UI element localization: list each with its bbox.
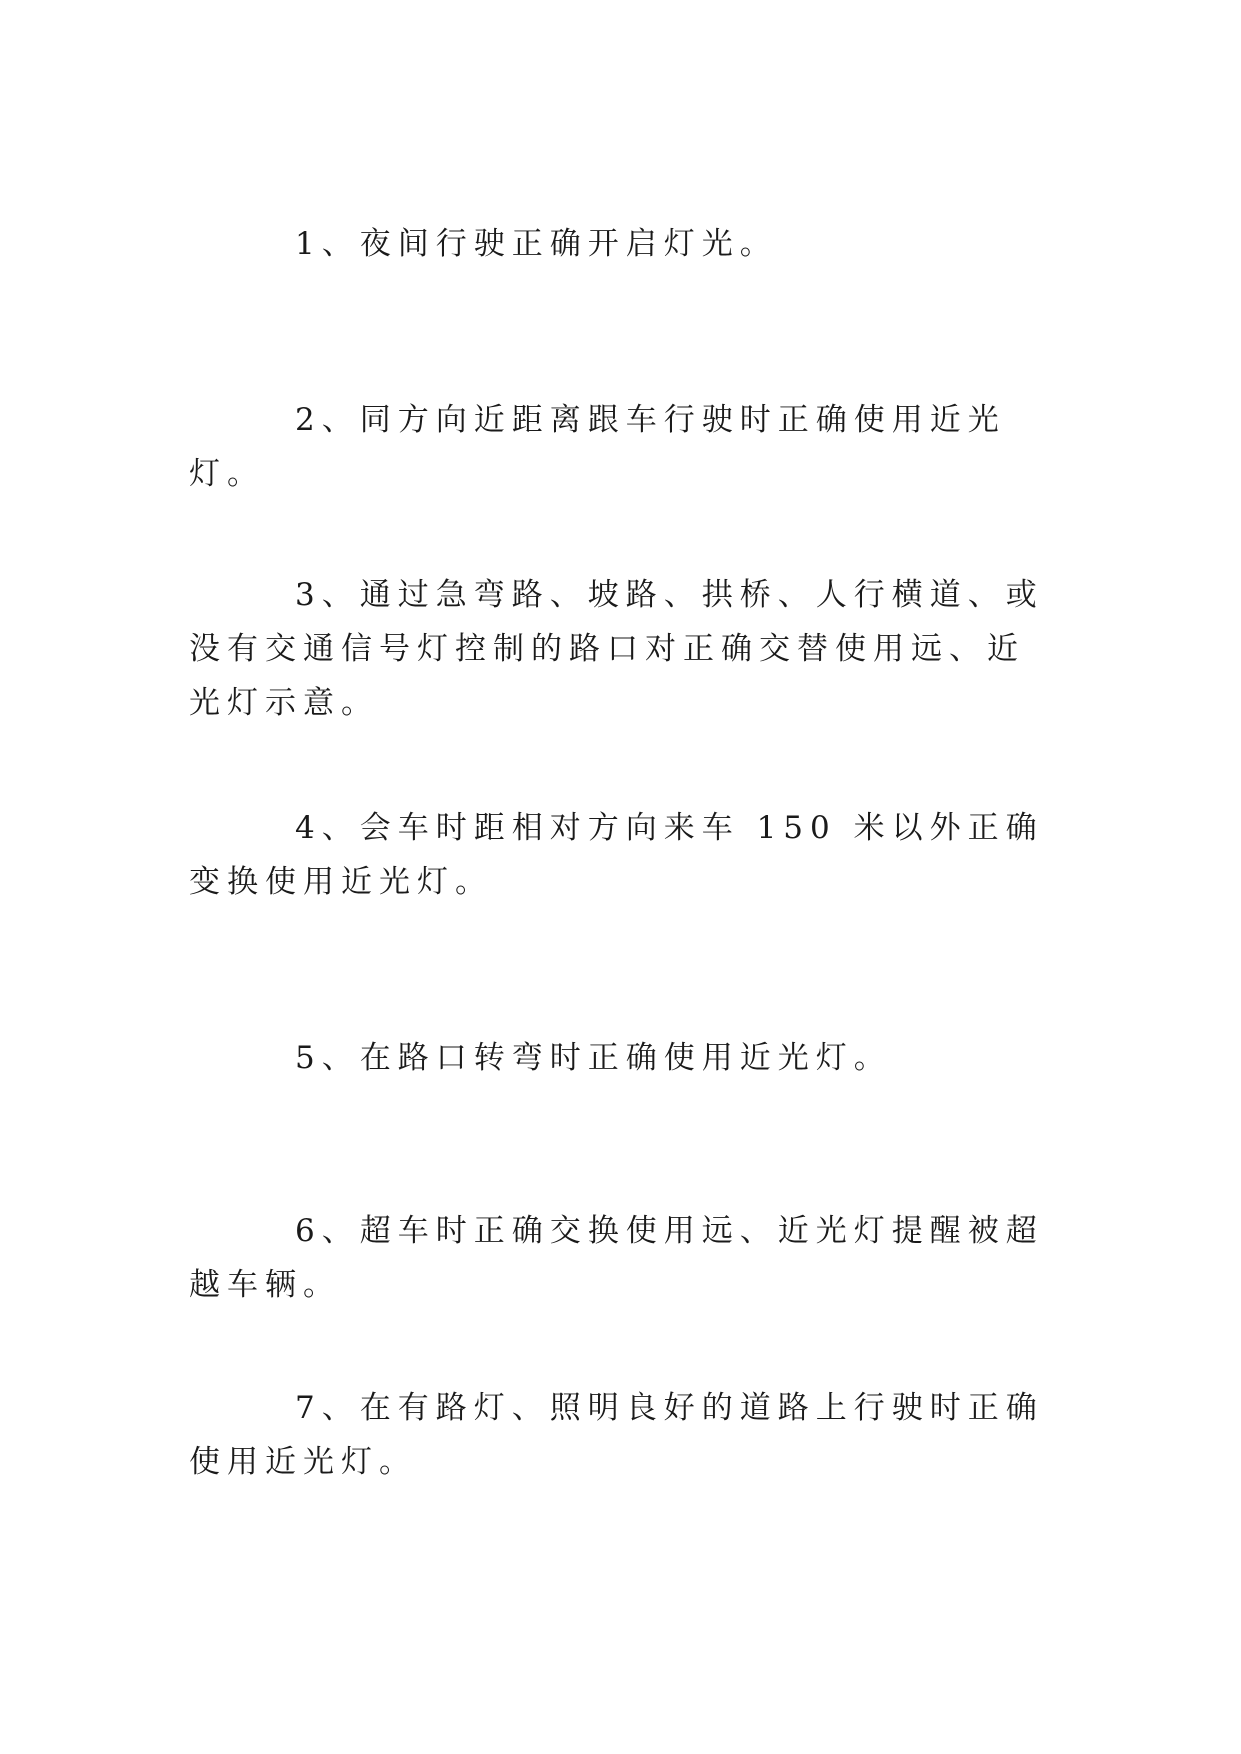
list-item: 5、在路口转弯时正确使用近光灯。 [295,1040,892,1076]
list-item: 4、会车时距相对方向来车 150 米以外正确变换使用近光灯。 [189,810,1044,900]
list-item: 6、超车时正确交换使用远、近光灯提醒被超越车辆。 [189,1213,1044,1303]
list-item: 7、在有路灯、照明良好的道路上行驶时正确使用近光灯。 [189,1390,1044,1480]
list-item: 2、同方向近距离跟车行驶时正确使用近光灯。 [189,402,1006,492]
list-item: 1、夜间行驶正确开启灯光。 [295,226,778,262]
list-item: 3、通过急弯路、坡路、拱桥、人行横道、或没有交通信号灯控制的路口对正确交替使用远、近光灯示意。 [189,577,1044,721]
